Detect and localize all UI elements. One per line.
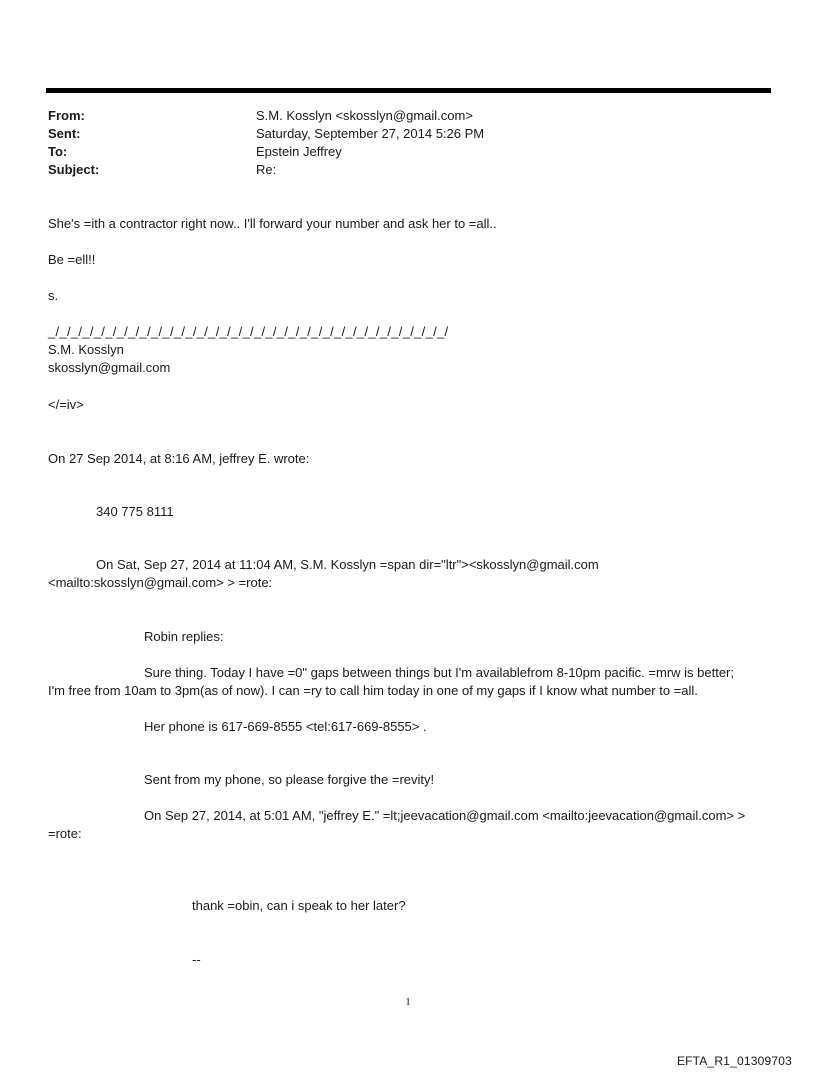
document-id: EFTA_R1_01309703 xyxy=(676,1054,792,1068)
quote1-phone: 340 775 8111 xyxy=(96,504,174,519)
her-phone: Her phone is 617-669-8555 <tel:617-669-8555> . xyxy=(144,719,427,734)
page-number: 1 xyxy=(405,996,411,1008)
thank-robin: thank =obin, can i speak to her later? xyxy=(192,898,406,913)
signature-email: skosslyn@gmail.com xyxy=(48,360,171,375)
sent-from-phone: Sent from my phone, so please forgive the =revity! xyxy=(144,772,435,787)
subject-value: Re: xyxy=(256,162,277,177)
header-rule xyxy=(46,88,771,93)
signature-rule: _/_/_/_/_/_/_/_/_/_/_/_/_/_/_/_/_/_/_/_/_/_/_/_/_/_/_/_/_/_/_/_/_/_/_/ xyxy=(48,324,449,339)
sent-value: Saturday, September 27, 2014 5:26 PM xyxy=(256,126,485,141)
subject-label: Subject: xyxy=(48,162,100,177)
signature-name: S.M. Kosslyn xyxy=(48,342,124,357)
from-value: S.M. Kosslyn <skosslyn@gmail.com> xyxy=(256,108,473,123)
quote1-header: On 27 Sep 2014, at 8:16 AM, jeffrey E. wrote: xyxy=(48,451,310,466)
quote3-header-line2: =rote: xyxy=(48,826,82,841)
robin-replies: Robin replies: xyxy=(144,629,224,644)
quote2-header-line1: On Sat, Sep 27, 2014 at 11:04 AM, S.M. Kosslyn =span dir="ltr"><skosslyn@gmail.com xyxy=(96,557,599,572)
quote3-header-line1: On Sep 27, 2014, at 5:01 AM, "jeffrey E." =lt;jeevacation@gmail.com <mailto:jeevacation@gmail.com> > xyxy=(144,808,746,823)
from-label: From: xyxy=(48,108,85,123)
body-line-be-well: Be =ell!! xyxy=(48,252,96,267)
sure-thing-line1: Sure thing. Today I have =0" gaps between things but I'm availablefrom 8-10pm pacific. =mrw is better; xyxy=(144,665,735,680)
to-label: To: xyxy=(48,144,68,159)
sent-label: Sent: xyxy=(48,126,81,141)
div-tag-text: </=iv> xyxy=(48,397,84,412)
body-line-s: s. xyxy=(48,288,59,303)
quote2-header-line2: <mailto:skosslyn@gmail.com> > =rote: xyxy=(48,575,273,590)
to-value: Epstein Jeffrey xyxy=(256,144,342,159)
body-line-contractor: She's =ith a contractor right now.. I'll forward your number and ask her to =all.. xyxy=(48,216,497,231)
dashes: -- xyxy=(192,952,201,967)
sure-thing-line2: I'm free from 10am to 3pm(as of now). I can =ry to call him today in one of my gaps if I know what number to =all. xyxy=(48,683,698,698)
